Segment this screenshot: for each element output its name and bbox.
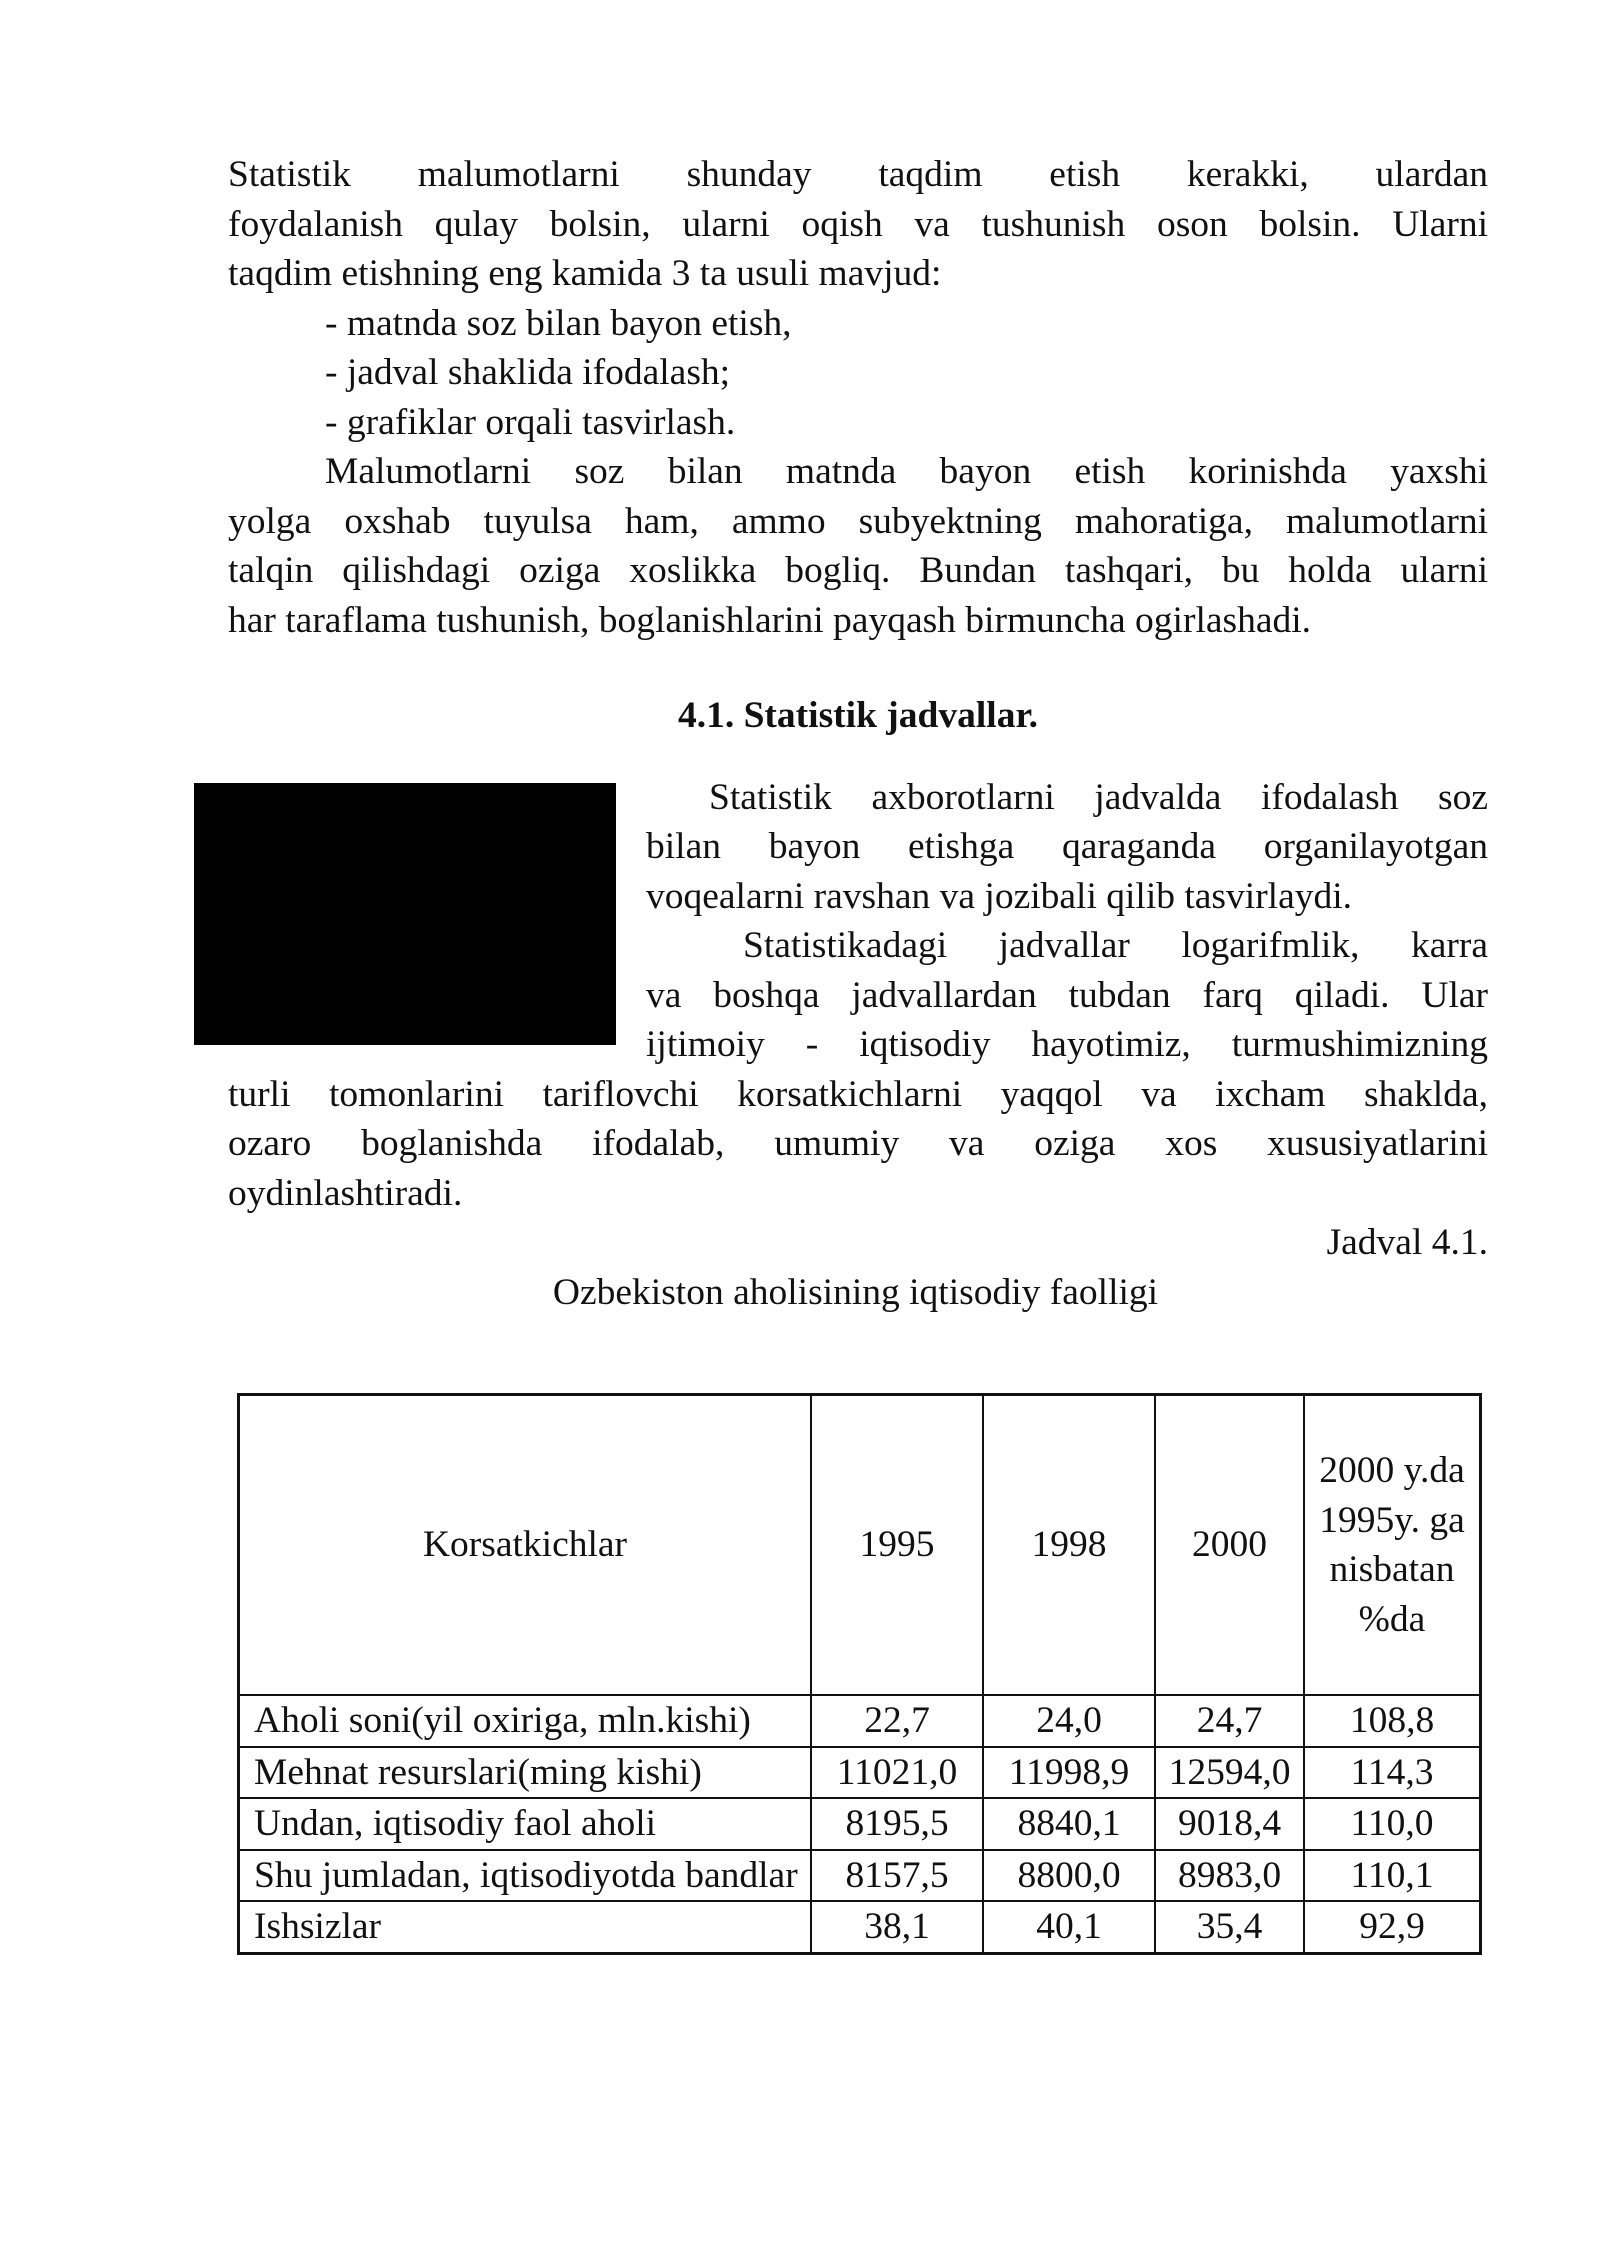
table-cell: 114,3 xyxy=(1304,1747,1481,1799)
table-cell: Ishsizlar xyxy=(239,1901,812,1953)
paragraph-line: turli tomonlarini tariflovchi korsatkichlarni yaqqol va ixcham shaklda, xyxy=(228,1073,1488,1115)
table-cell: 11998,9 xyxy=(983,1747,1155,1799)
table-row xyxy=(239,1695,1481,1747)
paragraph-line: Statistik axborotlarni jadvalda ifodalash soz xyxy=(709,776,1488,818)
paragraph-line: talqin qilishdagi oziga xoslikka bogliq. Bundan tashqari, bu holda ularni xyxy=(228,550,1488,591)
table-cell: 92,9 xyxy=(1304,1901,1481,1953)
table-row xyxy=(239,1850,1481,1902)
table-cell: Mehnat resurslari(ming kishi) xyxy=(239,1747,812,1799)
table-cell: Shu jumladan, iqtisodiyotda bandlar xyxy=(239,1850,812,1902)
table-cell: 8840,1 xyxy=(983,1798,1155,1850)
table-cell: 12594,0 xyxy=(1155,1747,1304,1799)
redacted-image xyxy=(194,783,616,1045)
paragraph-line: yolga oxshab tuyulsa ham, ammo subyektning mahoratiga, malumotlarni xyxy=(228,500,1488,542)
statistics-table xyxy=(237,1393,1482,1955)
table-title: Ozbekiston aholisining iqtisodiy faolligi xyxy=(552,1271,1159,1313)
table-row xyxy=(239,1798,1481,1850)
paragraph-line: Statistikadagi jadvallar logarifmlik, karra xyxy=(743,925,1488,966)
table-cell: 108,8 xyxy=(1304,1695,1481,1747)
table-label: Jadval 4.1. xyxy=(1326,1222,1488,1263)
column-header: 2000 y.da 1995y. ga nisbatan %da xyxy=(1304,1395,1481,1696)
table-cell: 38,1 xyxy=(811,1901,983,1953)
table-row xyxy=(239,1747,1481,1799)
paragraph-line: ijtimoiy - iqtisodiy hayotimiz, turmushimizning xyxy=(646,1024,1488,1065)
table-cell: 35,4 xyxy=(1155,1901,1304,1953)
table-cell: 11021,0 xyxy=(811,1747,983,1799)
paragraph-line: voqealarni ravshan va jozibali qilib tasvirlaydi. xyxy=(646,875,1353,917)
intro-line: taqdim etishning eng kamida 3 ta usuli mavjud: xyxy=(228,253,942,294)
table-header-row xyxy=(239,1395,1481,1696)
table-cell: 8983,0 xyxy=(1155,1850,1304,1902)
table-row xyxy=(239,1901,1481,1953)
table-cell: 8800,0 xyxy=(983,1850,1155,1902)
list-item: - matnda soz bilan bayon etish, xyxy=(325,302,792,344)
list-item: - jadval shaklida ifodalash; xyxy=(325,352,731,393)
column-header: 2000 xyxy=(1155,1395,1304,1696)
table-cell: 8157,5 xyxy=(811,1850,983,1902)
paragraph-line: oydinlashtiradi. xyxy=(228,1172,463,1214)
table-cell: 110,0 xyxy=(1304,1798,1481,1850)
intro-line: foydalanish qulay bolsin, ularni oqish va tushunish oson bolsin. Ularni xyxy=(228,203,1488,245)
paragraph-line: har taraflama tushunish, boglanishlarini payqash birmuncha ogirlashadi. xyxy=(228,599,1312,641)
table-cell: 110,1 xyxy=(1304,1850,1481,1902)
paragraph-line: ozaro boglanishda ifodalab, umumiy va oziga xos xususiyatlarini xyxy=(228,1123,1488,1164)
intro-line: Statistik malumotlarni shunday taqdim etish kerakki, ulardan xyxy=(228,154,1488,195)
table-cell: 8195,5 xyxy=(811,1798,983,1850)
table-cell: 24,7 xyxy=(1155,1695,1304,1747)
float-text xyxy=(646,773,1488,1070)
column-header: Korsatkichlar xyxy=(239,1395,812,1696)
table-cell: Aholi soni(yil oxiriga, mln.kishi) xyxy=(239,1695,812,1747)
list-item: - grafiklar orqali tasvirlash. xyxy=(325,401,736,443)
table-cell: 9018,4 xyxy=(1155,1798,1304,1850)
table-cell: 22,7 xyxy=(811,1695,983,1747)
section-heading: 4.1. Statistik jadvallar. xyxy=(677,695,1039,736)
paragraph-line: Malumotlarni soz bilan matnda bayon etish korinishda yaxshi xyxy=(325,451,1488,492)
document-page xyxy=(228,150,1488,1317)
column-header: 1995 xyxy=(811,1395,983,1696)
table-cell: Undan, iqtisodiy faol aholi xyxy=(239,1798,812,1850)
table-cell: 40,1 xyxy=(983,1901,1155,1953)
section-body xyxy=(228,773,1488,1219)
column-header: 1998 xyxy=(983,1395,1155,1696)
paragraph-line: bilan bayon etishga qaraganda organilayotgan xyxy=(646,826,1488,867)
paragraph-line: va boshqa jadvallardan tubdan farq qiladi. Ular xyxy=(646,974,1488,1016)
table-cell: 24,0 xyxy=(983,1695,1155,1747)
